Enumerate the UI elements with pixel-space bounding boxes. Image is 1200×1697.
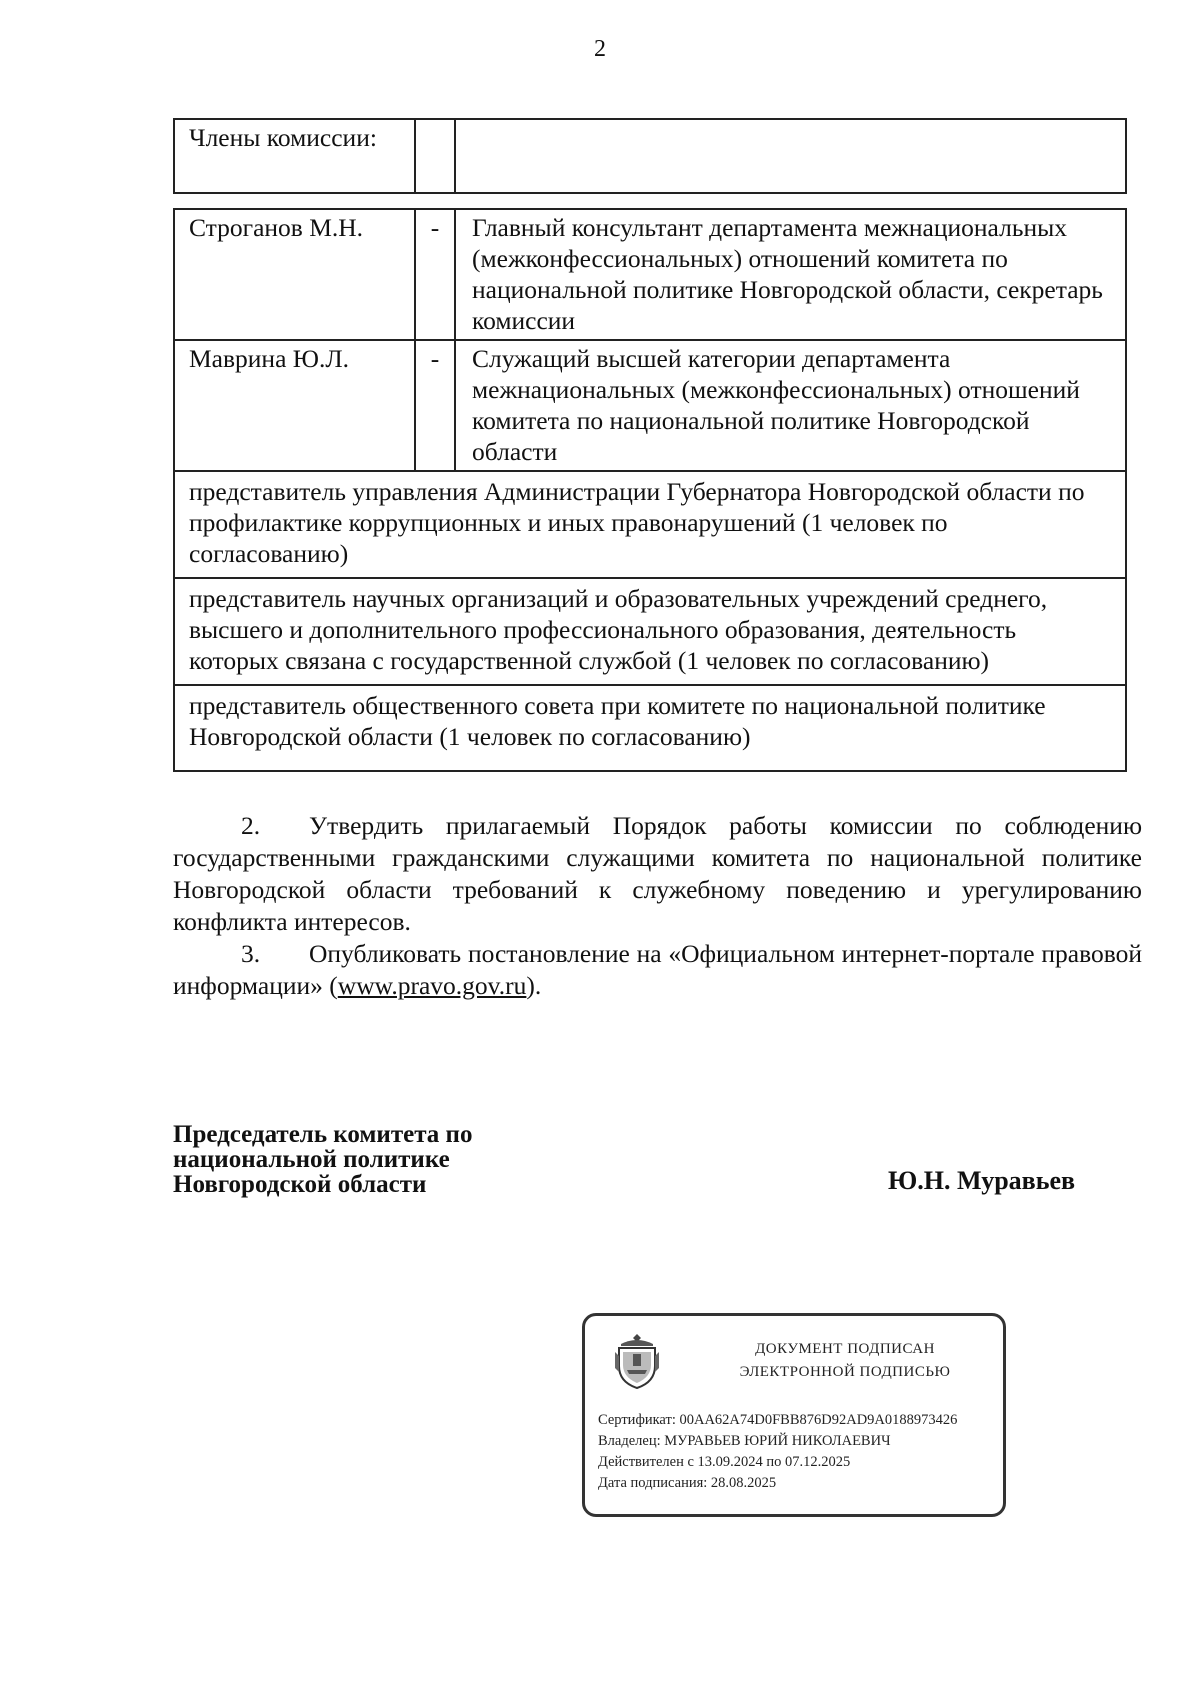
item-3-paragraph <box>173 938 1142 1002</box>
stamp-heading <box>705 1338 985 1384</box>
representative-row: представитель научных организаций и образовательных учреждений среднего, высшего и дополнительного профессионального образования, деятельность которых связана с государственной службой (1 человек по согласованию) <box>174 578 1126 685</box>
signer-title <box>173 1122 472 1197</box>
stamp-heading-line: ДОКУМЕНТ ПОДПИСАН <box>755 1341 935 1357</box>
signer-name: Ю.Н. Муравьев <box>888 1166 1076 1195</box>
stamp-validity: Действителен с 13.09.2024 по 07.12.2025 <box>598 1454 851 1470</box>
member-role: Служащий высшей категории департамента межнациональных (межконфессиональных) отношений комитета по национальной политике Новгородской области <box>455 340 1126 471</box>
item-number: 2. <box>241 811 261 840</box>
members-header-table <box>173 118 1127 194</box>
stamp-heading-line: ЭЛЕКТРОННОЙ ПОДПИСЬЮ <box>739 1364 951 1380</box>
stamp-signed-date: Дата подписания: 28.08.2025 <box>598 1475 777 1491</box>
signer-title-line: Председатель комитета по <box>173 1121 473 1148</box>
page-number: 2 <box>594 36 606 62</box>
stamp-details <box>598 1410 957 1494</box>
representative-row: представитель общественного совета при комитете по национальной политике Новгородской области (1 человек по согласованию) <box>174 685 1126 771</box>
members-header-dash-cell <box>415 119 455 193</box>
stamp-owner: Владелец: МУРАВЬЕВ ЮРИЙ НИКОЛАЕВИЧ <box>598 1433 891 1449</box>
member-name: Строганов М.Н. <box>174 209 415 340</box>
item-text: Утвердить прилагаемый Порядок работы комиссии по соблюдению государственными гражданскими служащими комитета по национальной политике Новгородской области требований к служебному поведению и урегулированию конфликта интересов. <box>173 811 1142 936</box>
member-dash: - <box>415 209 455 340</box>
member-dash: - <box>415 340 455 471</box>
table-row <box>174 340 1126 471</box>
table-row <box>174 471 1126 578</box>
coat-of-arms-icon <box>613 1332 661 1390</box>
electronic-signature-stamp <box>582 1313 1006 1517</box>
table-row <box>174 578 1126 685</box>
item-text: Опубликовать постановление на «Официальном интернет-портале правовой информации» ( <box>173 939 1142 1000</box>
table-row <box>174 685 1126 771</box>
members-table <box>173 208 1127 772</box>
table-row <box>174 209 1126 340</box>
item-2-paragraph <box>173 810 1142 938</box>
pravo-portal-link[interactable]: www.pravo.gov.ru <box>337 971 527 1000</box>
signer-title-line: национальной политике <box>173 1146 450 1173</box>
item-number: 3. <box>241 939 261 968</box>
representative-row: представитель управления Администрации Губернатора Новгородской области по профилактике коррупционных и иных правонарушений (1 человек по согласованию) <box>174 471 1126 578</box>
members-header-empty-cell <box>455 119 1126 193</box>
signer-title-line: Новгородской области <box>173 1171 427 1198</box>
member-role: Главный консультант департамента межнациональных (межконфессиональных) отношений комитета по национальной политике Новгородской области, секретарь комиссии <box>455 209 1126 340</box>
stamp-certificate: Сертификат: 00AA62A74D0FBB876D92AD9A0188973426 <box>598 1412 958 1428</box>
item-text-end: ). <box>526 971 542 1000</box>
member-name: Маврина Ю.Л. <box>174 340 415 471</box>
members-header-label: Члены комиссии: <box>174 119 415 193</box>
